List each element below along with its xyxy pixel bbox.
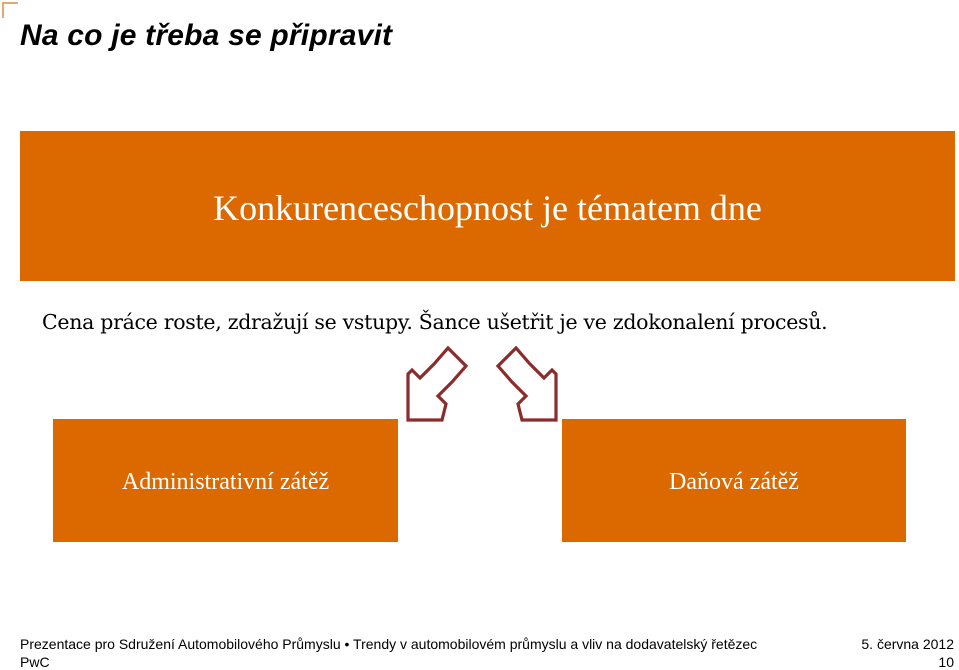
administrative-burden-box <box>53 419 398 542</box>
footer <box>0 634 959 670</box>
statement: Cena práce roste, zdražují se vstupy. Šance ušetřit je ve zdokonalení procesů. <box>42 310 828 334</box>
corner-mark <box>2 2 18 18</box>
administrative-burden-label: Administrativní zátěž <box>121 469 330 495</box>
footer-presentation-name: Prezentace pro Sdružení Automobilového Průmyslu • Trendy v automobilovém průmyslu a vliv na dodavatelský řetězec <box>20 636 758 652</box>
footer-date: 5. června 2012 <box>861 636 954 652</box>
tax-burden-box <box>562 419 906 542</box>
footer-company: PwC <box>20 654 50 670</box>
slide-title: Na co je třeba se připravit <box>20 19 393 52</box>
tax-burden-label: Daňová zátěž <box>669 469 799 495</box>
arrow-down-left-icon <box>408 348 466 420</box>
arrow-down-right-icon <box>498 348 556 420</box>
banner-text: Konkurenceschopnost je tématem dne <box>213 188 762 228</box>
banner <box>20 131 955 281</box>
footer-page-number: 10 <box>938 654 954 670</box>
arrows <box>400 344 564 424</box>
